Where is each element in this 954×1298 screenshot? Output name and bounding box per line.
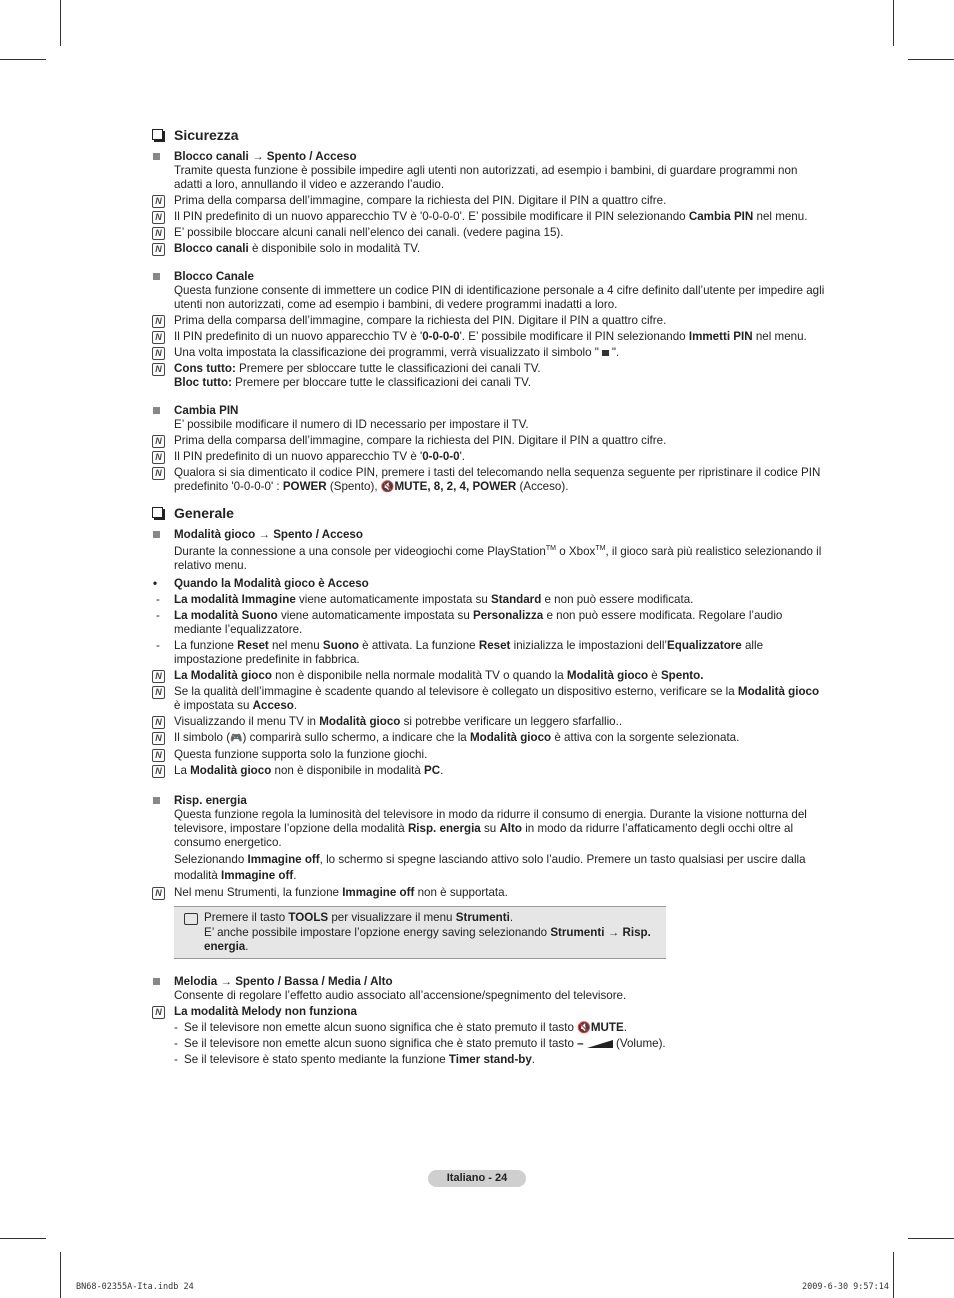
note: N Questa funzione supporta solo la funzione giochi. — [152, 748, 828, 762]
square-bullet-icon — [153, 531, 160, 538]
crop-mark — [0, 1238, 46, 1239]
note: N Il PIN predefinito di un nuovo apparecchio TV è '0-0-0-0'. E’ possibile modificare il PIN selezionando Cambia PIN nel menu. — [152, 210, 828, 224]
item-cambia-pin: Cambia PIN E’ possibile modificare il numero di ID necessario per impostare il TV. — [152, 404, 828, 432]
note: N Il PIN predefinito di un nuovo apparecchio TV è '0-0-0-0'. E’ possibile modificare il PIN selezionando Immetti PIN nel menu. — [152, 330, 828, 344]
note: N Cons tutto: Premere per sbloccare tutte le classificazioni dei canali TV. Bloc tutto: Premere per bloccare tutte le classificazioni dei canali TV. — [152, 362, 828, 390]
lock-icon — [602, 350, 609, 356]
note: N Blocco canali è disponibile solo in modalità TV. — [152, 242, 828, 256]
note: N Qualora si sia dimenticato il codice PIN, premere i tasti del telecomando nella sequenza seguente per ripristinare il codice PIN predefinito '0-0-0-0' : POWER (Spento), 🔇MUTE, 8, 2, 4, POWER (Acceso). — [152, 466, 828, 494]
note: N La Modalità gioco non è disponibile in modalità PC. — [152, 764, 828, 778]
crop-mark — [0, 59, 46, 60]
note: N Visualizzando il menu TV in Modalità gioco si potrebbe verificare un leggero sfarfallio.. — [152, 715, 828, 729]
sub-item: - Se il televisore non emette alcun suono significa che è stato premuto il tasto – (Volume). — [174, 1036, 666, 1050]
note: N Il simbolo (🎮) comparirà sullo schermo, a indicare che la Modalità gioco è attiva con la sorgente selezionata. — [152, 731, 828, 746]
crop-mark — [60, 0, 61, 46]
item-melodia: Melodia → Spento / Bassa / Media / Alto Consente di regolare l’effetto audio associato all’accensione/spegnimento del televisore. — [152, 975, 828, 1003]
crop-mark — [908, 59, 954, 60]
note-icon: N — [152, 765, 165, 778]
imprint-right: 2009-6-30 9:57:14 — [802, 1282, 889, 1292]
tools-tip-box: Premere il tasto TOOLS per visualizzare il menu Strumenti. E’ anche possibile impostare l’opzione energy saving selezionando Strumenti → Risp. energia. — [174, 906, 666, 959]
item-blocco-canali: Blocco canali → Spento / Acceso Tramite questa funzione è possibile impedire agli utenti non autorizzati, ad esempio i bambini, di guardare programmi non adatti a loro, annullando il video e azzerando l’audio. — [152, 150, 828, 192]
note: N Prima della comparsa dell’immagine, compare la richiesta del PIN. Digitare il PIN a quattro cifre. — [152, 194, 828, 208]
tools-icon — [184, 913, 198, 925]
note-icon: N — [152, 716, 165, 729]
page-number-label: Italiano - 24 — [428, 1170, 526, 1187]
square-bullet-icon — [153, 407, 160, 414]
note: N Il PIN predefinito di un nuovo apparecchio TV è '0-0-0-0'. — [152, 450, 828, 464]
crop-mark — [908, 1238, 954, 1239]
section-title-sicurezza: Sicurezza — [152, 126, 828, 144]
note-icon: N — [152, 887, 165, 900]
sub-item: - Se il televisore è stato spento mediante la funzione Timer stand-by. — [174, 1052, 536, 1066]
note-icon: N — [152, 732, 165, 745]
bullet-item: • Quando la Modalità gioco è Acceso — [153, 576, 369, 590]
dash-item: - La modalità Suono viene automaticamente impostata su Personalizza e non può essere modificata. Regolare l’audio mediante l’equalizzatore. — [156, 608, 783, 636]
section-title-generale: Generale — [152, 504, 828, 522]
note: N E’ possibile bloccare alcuni canali nell’elenco dei canali. (vedere pagina 15). — [152, 226, 828, 240]
volume-icon — [587, 1040, 613, 1048]
note-icon: N — [152, 670, 165, 683]
checkbox-icon — [152, 507, 163, 518]
note: N La modalità Melody non funziona — [152, 1005, 828, 1019]
item-risp-energia: Risp. energia Questa funzione regola la luminosità del televisore in modo da ridurre il consumo di energia. Durante la visione notturna del televisore, impostare l’opzione della modalità Risp. energia su Alto in modo da ridurre l’affaticamento degli occhi oltre al consumo energetico. Selezionando Immagine off, lo schermo si spegne lasciando attivo solo l’audio. Premere un tasto qualsiasi per uscire dalla modalità Immagine off. — [152, 794, 828, 884]
note-icon: N — [152, 686, 165, 699]
note-icon: N — [152, 749, 165, 762]
square-bullet-icon — [153, 978, 160, 985]
note: N Una volta impostata la classificazione dei programmi, verrà visualizzato il simbolo " ". — [152, 346, 828, 360]
note: N Se la qualità dell’immagine è scadente quando al televisore è collegato un dispositivo esterno, verificare se la Modalità gioco è impostata su Acceso. — [152, 685, 828, 713]
mute-icon: 🔇 — [577, 1021, 591, 1034]
note-icon: N — [152, 363, 165, 376]
square-bullet-icon — [153, 273, 160, 280]
note: N Nel menu Strumenti, la funzione Immagine off non è supportata. — [152, 886, 828, 900]
note-icon: N — [152, 315, 165, 328]
sub-item: - Se il televisore non emette alcun suono significa che è stato premuto il tasto 🔇MUTE. — [174, 1020, 627, 1034]
note-icon: N — [152, 227, 165, 240]
note: N Prima della comparsa dell’immagine, compare la richiesta del PIN. Digitare il PIN a quattro cifre. — [152, 314, 828, 328]
checkbox-icon — [152, 129, 163, 140]
note-icon: N — [152, 1006, 165, 1019]
note: N Prima della comparsa dell’immagine, compare la richiesta del PIN. Digitare il PIN a quattro cifre. — [152, 434, 828, 448]
crop-mark — [893, 1252, 894, 1298]
item-modalita-gioco: Modalità gioco → Spento / Acceso Durante la connessione a una console per videogiochi come PlayStation™ o Xbox™, il gioco sarà più realistico selezionando il relativo menu. — [152, 528, 828, 573]
note-icon: N — [152, 435, 165, 448]
note-icon: N — [152, 195, 165, 208]
dash-item: - La modalità Immagine viene automaticamente impostata su Standard e non può essere modificata. — [156, 592, 694, 606]
imprint-left: BN68-02355A-Ita.indb 24 — [76, 1282, 194, 1292]
note-icon: N — [152, 331, 165, 344]
note-icon: N — [152, 467, 165, 480]
dash-item: - La funzione Reset nel menu Suono è attivata. La funzione Reset inizializza le impostazioni dell’Equalizzatore alle impostazione predefinite in fabbrica. — [156, 638, 764, 666]
item-blocco-canale: Blocco Canale Questa funzione consente di immettere un codice PIN di identificazione personale a 4 cifre definito dall’utente per impedire agli utenti non autorizzati, come ad esempio i bambini, di vedere programmi inadatti a loro. — [152, 270, 828, 312]
mute-icon: 🔇 — [380, 481, 395, 493]
crop-mark — [893, 0, 894, 46]
note: N La Modalità gioco non è disponibile nella normale modalità TV o quando la Modalità gioco è Spento. — [152, 669, 828, 683]
note-icon: N — [152, 347, 165, 360]
square-bullet-icon — [153, 797, 160, 804]
note-icon: N — [152, 243, 165, 256]
crop-mark — [60, 1252, 61, 1298]
note-icon: N — [152, 211, 165, 224]
gamepad-icon: 🎮 — [230, 732, 243, 744]
square-bullet-icon — [153, 153, 160, 160]
note-icon: N — [152, 451, 165, 464]
page-content — [152, 126, 828, 1067]
